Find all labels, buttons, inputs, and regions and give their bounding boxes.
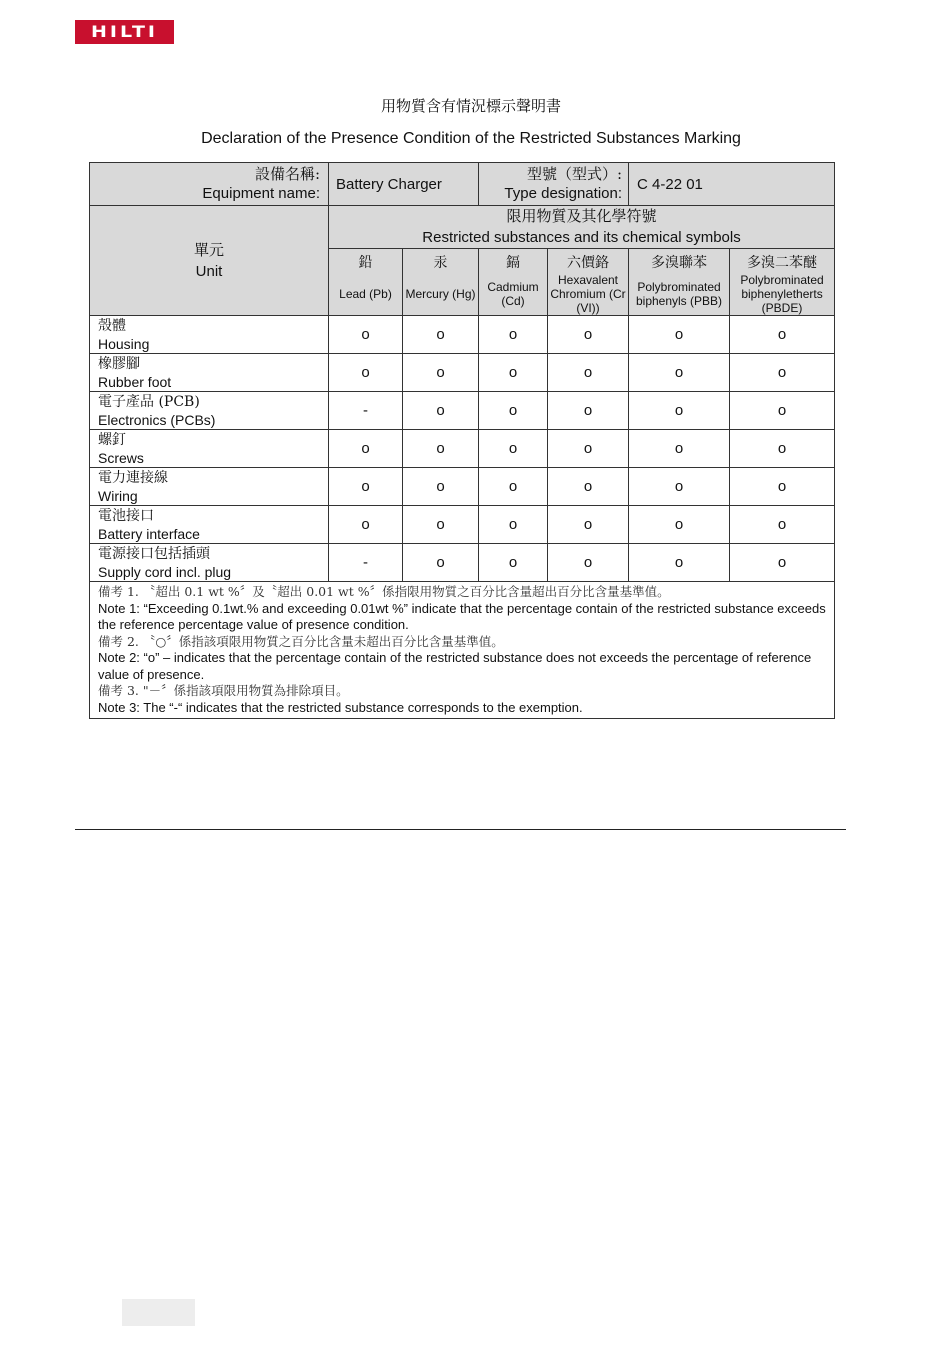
- unit-label-zh: 電源接口包括插頭: [98, 545, 210, 562]
- substance-en: Cadmium (Cd): [487, 280, 539, 308]
- mark-cell: o: [629, 468, 730, 506]
- page-number-box: [122, 1299, 195, 1326]
- title-chinese: 用物質含有情況標示聲明書: [380, 97, 561, 115]
- note-3-en: Note 3: The “-“ indicates that the restricted substance corresponds to the exemption.: [98, 699, 583, 715]
- mark-cell: o: [730, 392, 835, 430]
- mark-cell: o: [329, 506, 403, 544]
- mark-cell: o: [730, 354, 835, 392]
- mark-cell: o: [403, 544, 479, 582]
- unit-header-zh: 單元: [193, 240, 224, 259]
- unit-label: [90, 430, 329, 468]
- substance-header-pbde: [730, 249, 835, 316]
- logo-text: HILTI: [91, 22, 158, 42]
- substance-zh: 汞: [433, 255, 448, 271]
- mark-cell: o: [479, 316, 548, 354]
- mark-cell: o: [329, 468, 403, 506]
- mark-cell: o: [548, 544, 629, 582]
- type-designation-label: [479, 163, 629, 206]
- title-english: Declaration of the Presence Condition of the Restricted Substances Marking: [201, 130, 741, 147]
- restricted-header-row: [90, 206, 835, 249]
- notes-cell: [90, 582, 835, 719]
- restricted-header-en: Restricted substances and its chemical symbols: [422, 229, 741, 246]
- note-3-zh: 備考 3. "－〞係指該項限用物質為排除項目。: [98, 683, 349, 698]
- table-row: [90, 316, 835, 354]
- equipment-name-label: [90, 163, 329, 206]
- mark-cell: o: [730, 544, 835, 582]
- unit-label-zh: 電池接口: [98, 507, 154, 524]
- equipment-header-row: [90, 163, 835, 206]
- substance-en: Hexavalent Chromium (Cr (VI)): [550, 273, 626, 315]
- substance-header-pbb: [629, 249, 730, 316]
- mark-cell: o: [730, 506, 835, 544]
- substance-zh: 六價鉻: [567, 255, 610, 271]
- mark-cell: o: [403, 354, 479, 392]
- table-row: [90, 354, 835, 392]
- mark-cell: o: [479, 468, 548, 506]
- unit-label-zh: 殼體: [98, 317, 126, 334]
- table-row: [90, 430, 835, 468]
- mark-cell: o: [403, 392, 479, 430]
- unit-label-en: Housing: [98, 335, 150, 352]
- mark-cell: o: [629, 544, 730, 582]
- unit-header-en: Unit: [195, 262, 223, 280]
- unit-header: [90, 206, 329, 316]
- unit-label-en: Supply cord incl. plug: [98, 563, 232, 580]
- mark-cell: o: [629, 506, 730, 544]
- mark-cell: -: [329, 392, 403, 430]
- substance-header-cadmium: [479, 249, 548, 316]
- table-row: [90, 506, 835, 544]
- restricted-substances-header: [329, 206, 835, 249]
- mark-cell: o: [629, 392, 730, 430]
- unit-label: [90, 506, 329, 544]
- restricted-substances-table: [89, 162, 835, 719]
- unit-label-en: Battery interface: [98, 525, 200, 542]
- notes-row: [90, 582, 835, 719]
- mark-cell: o: [629, 316, 730, 354]
- equipment-name-value: Battery Charger: [329, 163, 479, 206]
- restricted-header-zh: 限用物質及其化學符號: [506, 207, 657, 225]
- mark-cell: o: [479, 430, 548, 468]
- substance-en: Polybrominated biphenyls (PBB): [635, 280, 723, 308]
- substance-en: Mercury (Hg): [405, 287, 476, 301]
- unit-label: [90, 316, 329, 354]
- mark-cell: o: [329, 316, 403, 354]
- mark-cell: -: [329, 544, 403, 582]
- substance-en: Lead (Pb): [339, 287, 392, 301]
- mark-cell: o: [329, 354, 403, 392]
- unit-label-en: Wiring: [98, 487, 138, 504]
- table-row: [90, 468, 835, 506]
- type-label-zh: 型號（型式）:: [526, 165, 623, 183]
- mark-cell: o: [329, 430, 403, 468]
- mark-cell: o: [403, 468, 479, 506]
- mark-cell: o: [548, 354, 629, 392]
- note-1-zh: 備考 1. 〝超出 0.1 wt %〞及〝超出 0.01 wt %〞係指限用物質之百分比含量超出百分比含量基準值。: [98, 584, 670, 599]
- mark-cell: o: [548, 430, 629, 468]
- unit-label-en: Rubber foot: [98, 373, 172, 390]
- mark-cell: o: [548, 392, 629, 430]
- mark-cell: o: [479, 544, 548, 582]
- table-row: [90, 392, 835, 430]
- substance-header-mercury: [403, 249, 479, 316]
- unit-label-zh: 橡膠腳: [98, 355, 140, 372]
- mark-cell: o: [403, 430, 479, 468]
- substance-zh: 鎘: [506, 255, 521, 271]
- note-2-zh: 備考 2. 〝○〞係指該項限用物質之百分比含量未超出百分比含量基準值。: [98, 633, 504, 649]
- horizontal-divider: [75, 829, 846, 830]
- note-1-en: Note 1: “Exceeding 0.1wt.% and exceeding 0.01wt %” indicate that the percentage contain of the restricted substance exceeds the reference percentage value of presence condition.: [98, 600, 826, 632]
- substance-zh: 鉛: [358, 255, 373, 271]
- mark-cell: o: [629, 354, 730, 392]
- substance-header-hexavalent-chromium: [548, 249, 629, 316]
- unit-label: [90, 392, 329, 430]
- substance-header-lead: [329, 249, 403, 316]
- mark-cell: o: [403, 316, 479, 354]
- substance-en: Polybrominated biphenyletherts (PBDE): [740, 273, 824, 315]
- mark-cell: o: [479, 392, 548, 430]
- mark-cell: o: [403, 506, 479, 544]
- mark-cell: o: [629, 430, 730, 468]
- type-label-en: Type designation:: [504, 185, 623, 202]
- note-2-en: Note 2: “o” – indicates that the percentage contain of the restricted substance does not exceeds the percentage of reference value of presence.: [98, 650, 812, 682]
- equipment-label-en: Equipment name:: [202, 185, 320, 202]
- unit-label-zh: 電力連接線: [98, 469, 168, 486]
- type-designation-value: C 4-22 01: [629, 163, 835, 206]
- mark-cell: o: [730, 316, 835, 354]
- unit-label: [90, 354, 329, 392]
- mark-cell: o: [730, 430, 835, 468]
- unit-label: [90, 544, 329, 582]
- mark-cell: o: [730, 468, 835, 506]
- mark-cell: o: [548, 506, 629, 544]
- hilti-logo: [75, 20, 174, 44]
- unit-label: [90, 468, 329, 506]
- mark-cell: o: [548, 316, 629, 354]
- unit-label-en: Electronics (PCBs): [98, 411, 216, 428]
- table-row: [90, 544, 835, 582]
- mark-cell: o: [479, 354, 548, 392]
- substance-zh: 多溴二苯醚: [747, 255, 818, 271]
- unit-label-en: Screws: [98, 449, 144, 466]
- unit-label-zh: 電子產品 (PCB): [98, 393, 200, 410]
- mark-cell: o: [479, 506, 548, 544]
- mark-cell: o: [548, 468, 629, 506]
- unit-label-zh: 螺釘: [98, 431, 126, 448]
- substance-zh: 多溴聯苯: [651, 255, 708, 271]
- equipment-label-zh: 設備名稱:: [254, 165, 320, 183]
